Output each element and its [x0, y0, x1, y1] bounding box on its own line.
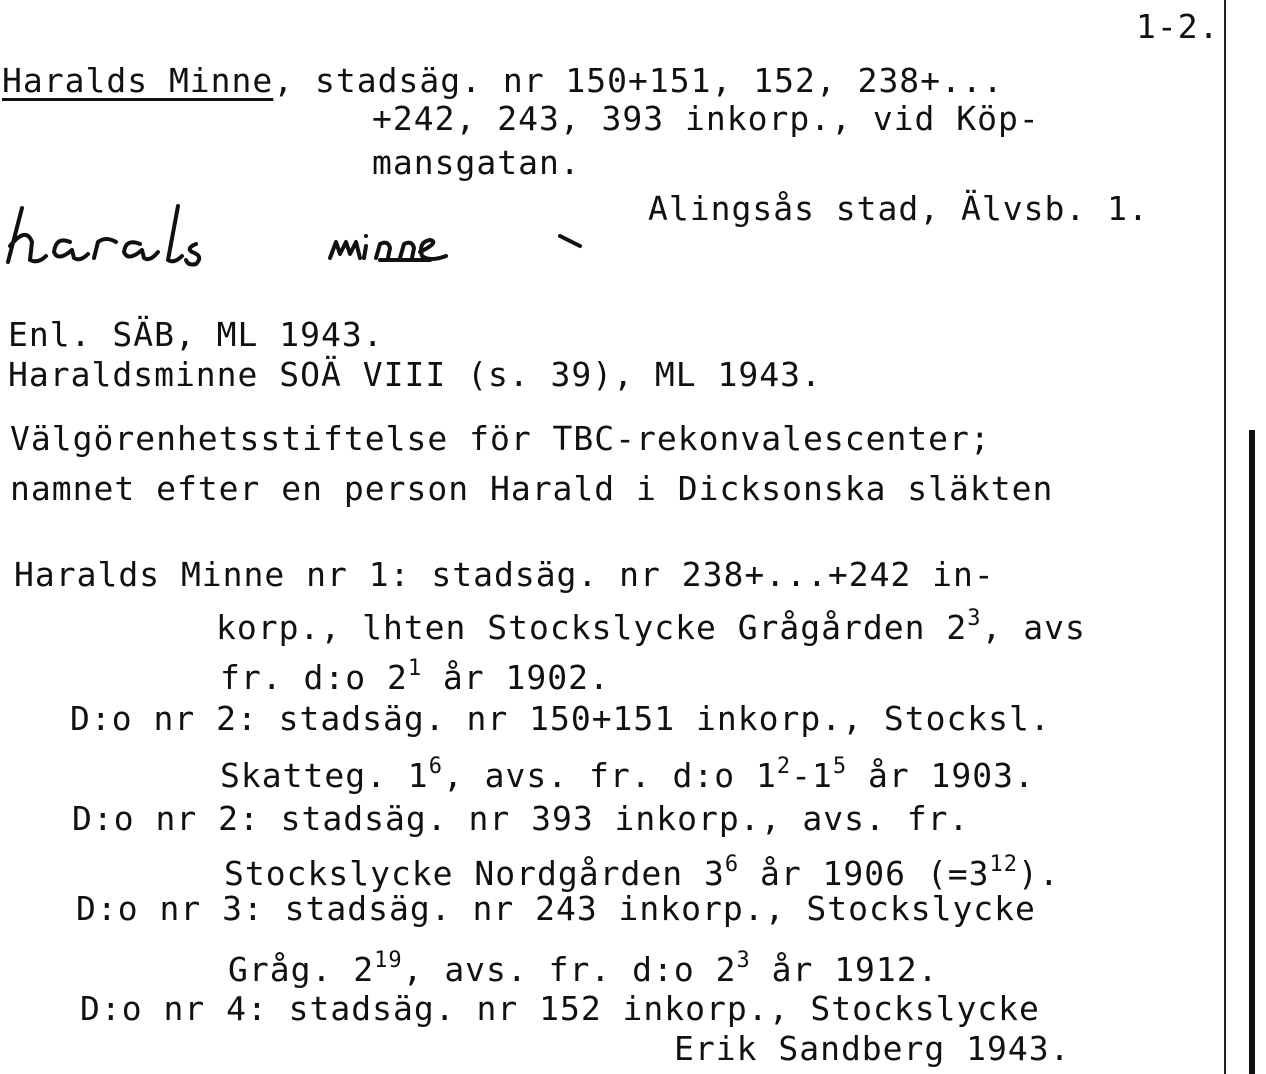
entry-3-line-2: Stockslycke Nordgården $3^6$ år 1906 $(=3^{12})$. [224, 852, 1060, 893]
location-line: Alingsås stad, Älvsb. 1. [648, 189, 1149, 228]
heading-line-3: mansgatan. [372, 143, 581, 182]
place-name-title: Haralds Minne [2, 61, 274, 100]
heading-line-1 [2, 62, 1004, 100]
entry-2-line-1: D:o nr 2: stadsäg. nr 150+151 inkorp., Stocksl. [70, 699, 1051, 738]
description-line-2: namnet efter en person Harald i Dicksonska släkten [10, 469, 1054, 508]
entry-1-line-1: Haralds Minne nr 1: stadsäg. nr 238+...+242 in- [14, 555, 995, 594]
entry-4-line-1: D:o nr 3: stadsäg. nr 243 inkorp., Stockslycke [76, 889, 1036, 928]
heading-after-title: , stadsäg. nr 150+151, 152, 238+... [273, 61, 1004, 100]
entry-3-line-1: D:o nr 2: stadsäg. nr 393 inkorp., avs. fr. [72, 799, 970, 838]
entry-5-line-1: D:o nr 4: stadsäg. nr 152 inkorp., Stockslycke [80, 989, 1040, 1028]
entry-1-line-2: korp., lhten Stockslycke Grågården $2^3$, avs [216, 606, 1086, 647]
handwritten-signature [0, 196, 600, 276]
heading-line-2: +242, 243, 393 inkorp., vid Köp- [372, 99, 1040, 138]
source-line-1: Enl. SÄB, ML 1943. [8, 315, 384, 354]
entry-4-line-2: Gråg. $2^{19}$, avs. fr. d:o $2^3$ år 1912. [228, 948, 939, 989]
entry-1-line-3: fr. d:o $2^1$ år 1902. [220, 656, 610, 697]
card-edge-line [1224, 0, 1226, 1074]
source-line-2: Haraldsminne SOÄ VIII (s. 39), ML 1943. [8, 355, 822, 394]
description-line-1: Välgörenhetsstiftelse för TBC-rekonvalescenter; [10, 419, 991, 458]
card-number: 1-2. [1136, 7, 1220, 46]
entry-2-line-2: Skatteg. $1^6$, avs. fr. d:o $1^2-1^5$ år 1903. [220, 754, 1035, 795]
entry-5-line-2: Erik Sandberg 1943. [674, 1029, 1071, 1068]
card-edge-shadow [1249, 430, 1255, 1074]
